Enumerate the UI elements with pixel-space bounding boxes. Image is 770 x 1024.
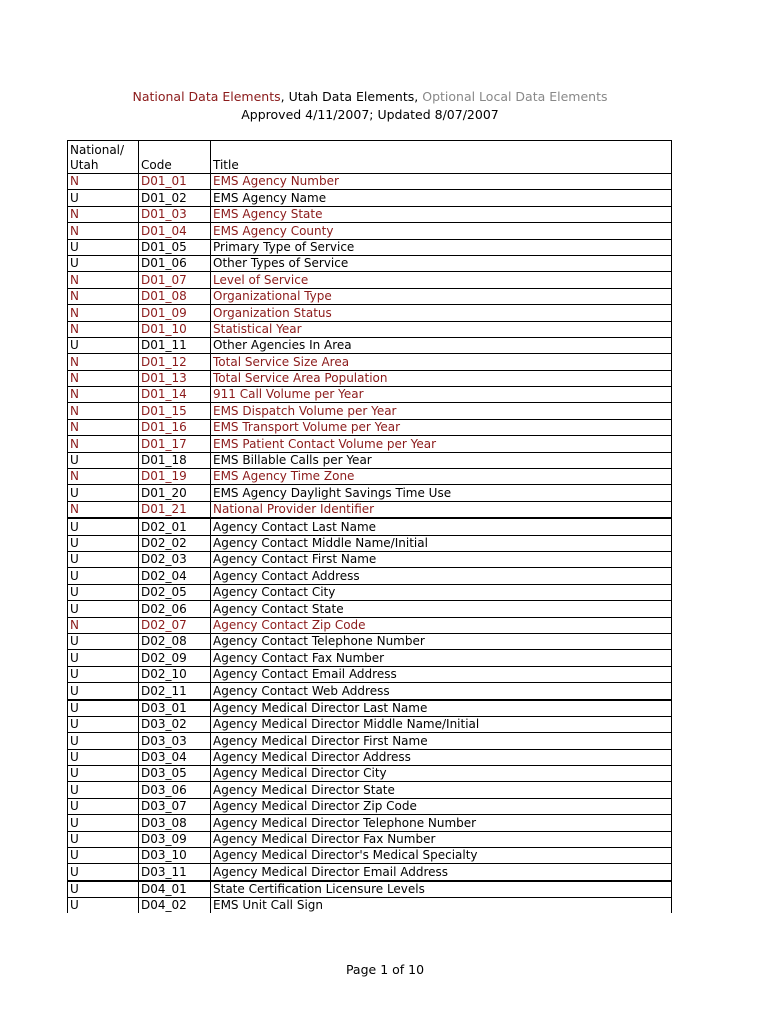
cell-flag: U xyxy=(68,782,139,798)
cell-flag: U xyxy=(68,766,139,782)
column-header-title: Title xyxy=(211,141,672,174)
table-row xyxy=(68,223,672,239)
table-body xyxy=(68,174,672,914)
legend-utah: Utah Data Elements xyxy=(288,89,415,104)
cell-flag: U xyxy=(68,898,139,914)
cell-flag: N xyxy=(68,387,139,403)
cell-title: Agency Contact Address xyxy=(211,568,672,584)
cell-flag: N xyxy=(68,403,139,419)
cell-flag: U xyxy=(68,337,139,353)
cell-code: D01_01 xyxy=(139,174,211,190)
cell-title: EMS Billable Calls per Year xyxy=(211,452,672,468)
table-row xyxy=(68,403,672,419)
table-row xyxy=(68,370,672,386)
cell-flag: U xyxy=(68,535,139,551)
table-row xyxy=(68,288,672,304)
cell-title: Total Service Size Area xyxy=(211,354,672,370)
table-row xyxy=(68,864,672,881)
cell-flag: U xyxy=(68,601,139,617)
cell-flag: N xyxy=(68,288,139,304)
table-row xyxy=(68,535,672,551)
table-row xyxy=(68,272,672,288)
cell-title: National Provider Identifier xyxy=(211,501,672,518)
cell-code: D01_04 xyxy=(139,223,211,239)
cell-flag: U xyxy=(68,568,139,584)
cell-flag: U xyxy=(68,255,139,271)
cell-code: D02_02 xyxy=(139,535,211,551)
table-row xyxy=(68,716,672,732)
cell-title: Agency Contact Last Name xyxy=(211,518,672,535)
data-elements-table xyxy=(67,140,672,913)
cell-title: State Certification Licensure Levels xyxy=(211,881,672,898)
cell-title: Agency Medical Director Email Address xyxy=(211,864,672,881)
table-row xyxy=(68,601,672,617)
table-row xyxy=(68,815,672,831)
table-row xyxy=(68,190,672,206)
legend-national: National Data Elements xyxy=(132,89,281,104)
cell-code: D02_06 xyxy=(139,601,211,617)
cell-code: D01_13 xyxy=(139,370,211,386)
cell-code: D01_16 xyxy=(139,419,211,435)
cell-title: Agency Medical Director Zip Code xyxy=(211,798,672,814)
cell-flag: U xyxy=(68,452,139,468)
table-row xyxy=(68,518,672,535)
cell-flag: U xyxy=(68,864,139,881)
cell-code: D01_17 xyxy=(139,436,211,452)
cell-code: D03_08 xyxy=(139,815,211,831)
cell-title: Agency Medical Director First Name xyxy=(211,733,672,749)
cell-code: D01_08 xyxy=(139,288,211,304)
cell-code: D02_05 xyxy=(139,584,211,600)
cell-title: Level of Service xyxy=(211,272,672,288)
cell-flag: U xyxy=(68,551,139,567)
cell-title: Agency Medical Director Address xyxy=(211,749,672,765)
cell-title: Agency Contact First Name xyxy=(211,551,672,567)
cell-code: D01_14 xyxy=(139,387,211,403)
table-row xyxy=(68,485,672,501)
table-row xyxy=(68,174,672,190)
table-row xyxy=(68,766,672,782)
cell-flag: U xyxy=(68,518,139,535)
cell-code: D03_01 xyxy=(139,700,211,717)
table-row xyxy=(68,436,672,452)
cell-flag: N xyxy=(68,436,139,452)
column-header-national-utah xyxy=(68,141,139,174)
cell-title: Agency Medical Director's Medical Specialty xyxy=(211,848,672,864)
cell-flag: U xyxy=(68,815,139,831)
cell-flag: U xyxy=(68,716,139,732)
document-header xyxy=(0,88,740,124)
cell-title: EMS Agency Time Zone xyxy=(211,469,672,485)
cell-code: D03_05 xyxy=(139,766,211,782)
cell-title: Total Service Area Population xyxy=(211,370,672,386)
column-header-line-2: Utah xyxy=(70,158,99,172)
table-row xyxy=(68,469,672,485)
table-row xyxy=(68,666,672,682)
table-row xyxy=(68,782,672,798)
cell-code: D03_11 xyxy=(139,864,211,881)
table-row xyxy=(68,798,672,814)
cell-code: D01_03 xyxy=(139,206,211,222)
table-row xyxy=(68,881,672,898)
table-row xyxy=(68,337,672,353)
cell-title: Organizational Type xyxy=(211,288,672,304)
cell-code: D03_09 xyxy=(139,831,211,847)
column-header-line-1: National/ xyxy=(70,143,125,157)
cell-title: Other Agencies In Area xyxy=(211,337,672,353)
table-row xyxy=(68,683,672,700)
cell-code: D03_03 xyxy=(139,733,211,749)
table-row xyxy=(68,452,672,468)
cell-flag: N xyxy=(68,305,139,321)
cell-title: EMS Patient Contact Volume per Year xyxy=(211,436,672,452)
cell-title: Agency Contact State xyxy=(211,601,672,617)
cell-flag: N xyxy=(68,419,139,435)
legend-sep-1: , xyxy=(280,89,289,104)
cell-code: D03_02 xyxy=(139,716,211,732)
cell-title: EMS Agency State xyxy=(211,206,672,222)
table-header-row xyxy=(68,141,672,174)
cell-code: D01_11 xyxy=(139,337,211,353)
cell-title: EMS Agency Name xyxy=(211,190,672,206)
table-row xyxy=(68,387,672,403)
table-row xyxy=(68,848,672,864)
table-row xyxy=(68,733,672,749)
cell-flag: U xyxy=(68,881,139,898)
cell-title: Agency Contact Web Address xyxy=(211,683,672,700)
table-row xyxy=(68,206,672,222)
cell-flag: U xyxy=(68,239,139,255)
table-row xyxy=(68,255,672,271)
legend-optional: Optional Local Data Elements xyxy=(422,89,608,104)
cell-code: D01_09 xyxy=(139,305,211,321)
cell-flag: N xyxy=(68,617,139,633)
cell-flag: N xyxy=(68,174,139,190)
cell-title: EMS Transport Volume per Year xyxy=(211,419,672,435)
legend-line xyxy=(0,88,740,106)
cell-code: D01_10 xyxy=(139,321,211,337)
cell-title: EMS Agency County xyxy=(211,223,672,239)
table-row xyxy=(68,419,672,435)
cell-flag: N xyxy=(68,469,139,485)
cell-flag: N xyxy=(68,272,139,288)
cell-code: D03_06 xyxy=(139,782,211,798)
cell-title: Primary Type of Service xyxy=(211,239,672,255)
cell-flag: U xyxy=(68,733,139,749)
cell-code: D02_10 xyxy=(139,666,211,682)
cell-code: D01_20 xyxy=(139,485,211,501)
table-row xyxy=(68,584,672,600)
legend-sep-2: , xyxy=(414,89,423,104)
cell-code: D02_01 xyxy=(139,518,211,535)
cell-title: Agency Medical Director State xyxy=(211,782,672,798)
cell-flag: U xyxy=(68,831,139,847)
cell-title: Statistical Year xyxy=(211,321,672,337)
table-row xyxy=(68,305,672,321)
cell-code: D03_10 xyxy=(139,848,211,864)
cell-code: D01_15 xyxy=(139,403,211,419)
cell-title: Agency Contact City xyxy=(211,584,672,600)
cell-title: Agency Contact Fax Number xyxy=(211,650,672,666)
table-row xyxy=(68,700,672,717)
cell-flag: N xyxy=(68,370,139,386)
cell-code: D01_18 xyxy=(139,452,211,468)
cell-title: Agency Contact Middle Name/Initial xyxy=(211,535,672,551)
cell-title: Agency Contact Zip Code xyxy=(211,617,672,633)
cell-title: EMS Agency Number xyxy=(211,174,672,190)
cell-title: EMS Dispatch Volume per Year xyxy=(211,403,672,419)
cell-title: Agency Medical Director City xyxy=(211,766,672,782)
cell-code: D02_11 xyxy=(139,683,211,700)
cell-code: D02_09 xyxy=(139,650,211,666)
table-row xyxy=(68,354,672,370)
column-header-code: Code xyxy=(139,141,211,174)
cell-code: D03_04 xyxy=(139,749,211,765)
cell-code: D01_06 xyxy=(139,255,211,271)
cell-code: D01_02 xyxy=(139,190,211,206)
table-row xyxy=(68,551,672,567)
cell-flag: N xyxy=(68,321,139,337)
table-row xyxy=(68,568,672,584)
cell-title: EMS Agency Daylight Savings Time Use xyxy=(211,485,672,501)
cell-flag: U xyxy=(68,190,139,206)
cell-code: D02_07 xyxy=(139,617,211,633)
cell-flag: U xyxy=(68,584,139,600)
cell-flag: U xyxy=(68,485,139,501)
cell-code: D01_07 xyxy=(139,272,211,288)
cell-title: Agency Medical Director Telephone Number xyxy=(211,815,672,831)
cell-code: D03_07 xyxy=(139,798,211,814)
cell-title: EMS Unit Call Sign xyxy=(211,898,672,914)
table-row xyxy=(68,501,672,518)
cell-flag: N xyxy=(68,501,139,518)
cell-title: Agency Medical Director Fax Number xyxy=(211,831,672,847)
cell-title: Other Types of Service xyxy=(211,255,672,271)
cell-flag: N xyxy=(68,206,139,222)
cell-code: D01_05 xyxy=(139,239,211,255)
cell-title: Agency Contact Email Address xyxy=(211,666,672,682)
approval-date: Approved 4/11/2007; Updated 8/07/2007 xyxy=(241,107,499,122)
cell-code: D02_03 xyxy=(139,551,211,567)
cell-code: D02_08 xyxy=(139,633,211,649)
cell-flag: U xyxy=(68,666,139,682)
cell-flag: N xyxy=(68,354,139,370)
cell-code: D01_21 xyxy=(139,501,211,518)
cell-code: D02_04 xyxy=(139,568,211,584)
table-row xyxy=(68,321,672,337)
cell-code: D04_01 xyxy=(139,881,211,898)
cell-flag: U xyxy=(68,700,139,717)
cell-code: D01_19 xyxy=(139,469,211,485)
cell-flag: U xyxy=(68,798,139,814)
table-row xyxy=(68,749,672,765)
cell-title: 911 Call Volume per Year xyxy=(211,387,672,403)
cell-flag: U xyxy=(68,683,139,700)
table-row xyxy=(68,633,672,649)
table-row xyxy=(68,650,672,666)
cell-title: Agency Medical Director Last Name xyxy=(211,700,672,717)
cell-flag: N xyxy=(68,223,139,239)
cell-code: D01_12 xyxy=(139,354,211,370)
cell-code: D04_02 xyxy=(139,898,211,914)
table-row xyxy=(68,617,672,633)
table-row xyxy=(68,239,672,255)
cell-flag: U xyxy=(68,650,139,666)
cell-flag: U xyxy=(68,749,139,765)
table-row xyxy=(68,898,672,914)
table-row xyxy=(68,831,672,847)
cell-flag: U xyxy=(68,633,139,649)
cell-flag: U xyxy=(68,848,139,864)
cell-title: Organization Status xyxy=(211,305,672,321)
cell-title: Agency Contact Telephone Number xyxy=(211,633,672,649)
page-number: Page 1 of 10 xyxy=(345,962,425,977)
cell-title: Agency Medical Director Middle Name/Initial xyxy=(211,716,672,732)
